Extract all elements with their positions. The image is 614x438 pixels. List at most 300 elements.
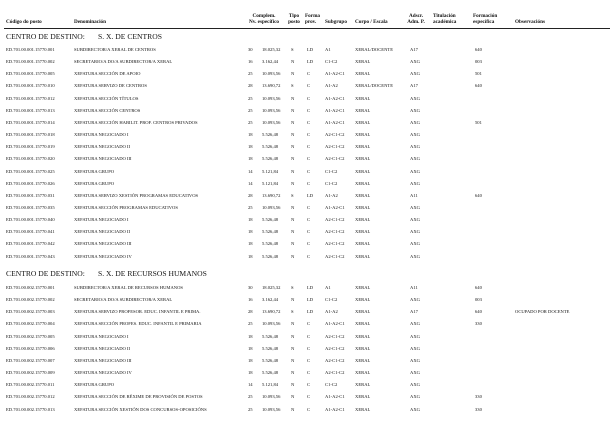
cell-comp: 5.526,48 — [262, 357, 279, 363]
cell-sub: A2-C1-C2 — [325, 241, 345, 247]
cell-corpo: XERAL — [355, 321, 371, 327]
cell-corpo: XERAL — [355, 333, 371, 339]
cell-sub: A2-C1-C2 — [325, 333, 345, 339]
cell-adm: AXG — [410, 297, 420, 303]
cell-code: ED.701.00.001.15770.013 — [6, 107, 55, 113]
cell-adm: AXG — [410, 406, 420, 412]
cell-forma: C — [307, 83, 311, 89]
cell-niv: 18 — [248, 217, 253, 223]
cell-sub: A2-C1-C2 — [325, 144, 345, 150]
cell-sub: A2-C1-C2 — [325, 253, 345, 259]
cell-den: XEFATURA NEGOCIADO II — [74, 144, 131, 150]
cell-niv: 16 — [248, 297, 253, 303]
cell-niv: 30 — [248, 47, 253, 52]
cell-den: XEFATURA SERVIZO PROFESOR. EDUC. INFANTIL E PRIMA. — [74, 309, 201, 315]
cell-corpo: XERAL — [355, 180, 371, 186]
cell-adm: AXG — [410, 217, 420, 223]
header-formacion: Formación — [473, 13, 498, 19]
cell-code: ED.701.00.002.15770.004 — [6, 321, 55, 327]
cell-tipo: N — [291, 382, 295, 388]
cell-niv: 14 — [248, 168, 253, 174]
cell-sub: A1-A2-C1 — [325, 394, 345, 400]
cell-adm: AXG — [410, 321, 420, 327]
cell-sub: C1-C2 — [325, 297, 338, 303]
cell-niv: 18 — [248, 132, 253, 138]
cell-comp: 10.093,56 — [262, 95, 281, 101]
cell-corpo: XERAL — [355, 132, 371, 138]
cell-comp: 13.690,72 — [262, 192, 281, 198]
cell-form: 330 — [475, 394, 482, 400]
table-row — [0, 118, 614, 127]
cell-forma: C — [307, 132, 311, 138]
cell-corpo: XERAL — [355, 345, 371, 351]
cell-tipo: N — [291, 168, 295, 174]
cell-sub: A2-C1-C2 — [325, 370, 345, 376]
cell-adm: A17 — [410, 309, 418, 315]
cell-comp: 10.093,56 — [262, 321, 281, 327]
cell-sub: A1-A2 — [325, 309, 338, 315]
cell-forma: C — [307, 253, 311, 259]
cell-den: XEFATURA GRUPO — [74, 180, 115, 186]
cell-forma: C — [307, 406, 311, 412]
cell-tipo: N — [291, 333, 295, 339]
cell-sub: A1-A2 — [325, 192, 338, 198]
cell-code: ED.701.00.002.15770.006 — [6, 345, 55, 351]
cell-den: XEFATURA SECCIÓN DE APOIO — [74, 71, 141, 77]
cell-code: ED.701.00.001.15770.035 — [6, 204, 55, 210]
cell-niv: 18 — [248, 253, 253, 259]
cell-den: XEFATURA SECCIÓN HABILIT. PROF. CENTROS PRIVADOS — [74, 119, 198, 125]
cell-form: 003 — [475, 59, 482, 65]
cell-code: ED.701.00.002.15770.013 — [6, 406, 55, 412]
cell-sub: A2-C1-C2 — [325, 156, 345, 162]
header-subgrupo: Subgrupo — [325, 19, 347, 25]
cell-code: ED.701.00.001.15770.025 — [6, 168, 55, 174]
cell-den: XEFATURA NEGOCIADO II — [74, 229, 131, 235]
cell-adm: AXG — [410, 71, 420, 77]
cell-forma: C — [307, 217, 311, 223]
cell-tipo: N — [291, 71, 295, 77]
cell-forma: C — [307, 107, 311, 113]
table-row — [0, 69, 614, 78]
cell-comp: 5.526,48 — [262, 345, 279, 351]
cell-forma: C — [307, 144, 311, 150]
cell-code: ED.701.00.001.15770.019 — [6, 144, 55, 150]
cell-corpo: XERAL — [355, 253, 371, 259]
cell-comp: 5.121,84 — [262, 382, 279, 388]
cell-tipo: S — [291, 309, 294, 315]
header-formacion-especifica: específica — [473, 19, 495, 25]
cell-niv: 25 — [248, 119, 253, 125]
cell-comp: 13.690,72 — [262, 309, 281, 315]
cell-adm: AXG — [410, 394, 420, 400]
cell-sub: A2-C1-C2 — [325, 357, 345, 363]
table-row — [0, 94, 614, 103]
cell-comp: 5.121,84 — [262, 180, 279, 186]
cell-sub: A2-C1-C2 — [325, 229, 345, 235]
cell-forma: C — [307, 156, 311, 162]
cell-form: 640 — [475, 309, 482, 315]
table-row — [0, 332, 614, 341]
cell-comp: 10.093,56 — [262, 204, 281, 210]
cell-adm: AXG — [410, 144, 420, 150]
table-row — [0, 215, 614, 224]
cell-adm: AXG — [410, 168, 420, 174]
cell-comp: 5.526,48 — [262, 253, 279, 259]
cell-sub: C1-C2 — [325, 180, 338, 186]
cell-code: ED.701.00.001.15770.043 — [6, 253, 55, 259]
cell-adm: AXG — [410, 156, 420, 162]
cell-comp: 5.526,48 — [262, 370, 279, 376]
cell-forma: C — [307, 321, 311, 327]
cell-niv: 18 — [248, 229, 253, 235]
cell-sub: A1-A2 — [325, 83, 338, 89]
cell-sub: C1-C2 — [325, 382, 338, 388]
cell-forma: C — [307, 71, 311, 77]
cell-tipo: N — [291, 321, 295, 327]
cell-form: 330 — [475, 406, 482, 412]
cell-adm: AXG — [410, 345, 420, 351]
cell-comp: 10.093,56 — [262, 71, 281, 77]
table-row — [0, 380, 614, 389]
cell-niv: 25 — [248, 71, 253, 77]
section-label: CENTRO DE DESTINO: — [6, 269, 85, 278]
cell-tipo: N — [291, 406, 295, 412]
cell-forma: C — [307, 357, 311, 363]
cell-corpo: XERAL — [355, 107, 371, 113]
cell-corpo: XERAL — [355, 241, 371, 247]
cell-adm: AXG — [410, 132, 420, 138]
cell-den: XEFATURA NEGOCIADO III — [74, 241, 132, 247]
cell-den: XEFATURA NEGOCIADO I — [74, 333, 129, 339]
cell-niv: 28 — [248, 309, 253, 315]
cell-corpo: XERAL — [355, 382, 371, 388]
cell-code: ED.701.00.001.15770.040 — [6, 217, 55, 223]
cell-tipo: S — [291, 285, 294, 290]
cell-forma: LD — [307, 285, 314, 290]
table-row — [0, 57, 614, 66]
cell-niv: 14 — [248, 180, 253, 186]
table-row — [0, 319, 614, 328]
cell-comp: 5.526,48 — [262, 229, 279, 235]
cell-code: ED.701.00.001.15770.041 — [6, 229, 55, 235]
cell-tipo: N — [291, 59, 295, 65]
cell-code: ED.701.00.001.15770.031 — [6, 192, 55, 198]
cell-niv: 18 — [248, 241, 253, 247]
cell-sub: A1 — [325, 285, 331, 290]
cell-corpo: XERAL — [355, 309, 371, 315]
section-name: S. X. DE CENTROS — [98, 32, 162, 41]
table-row — [0, 81, 614, 90]
cell-code: ED.701.00.002.15770.007 — [6, 357, 55, 363]
cell-adm: A11 — [410, 192, 418, 198]
cell-adm: AXG — [410, 382, 420, 388]
cell-corpo: XERAL/DOCENTE — [355, 47, 394, 52]
cell-tipo: N — [291, 217, 295, 223]
cell-forma: C — [307, 180, 311, 186]
table-row — [0, 344, 614, 353]
cell-den: XEFATURA NEGOCIADO III — [74, 156, 132, 162]
cell-den: XEFATURA SERVIZO DE CENTROS — [74, 83, 147, 89]
cell-adm: AXG — [410, 370, 420, 376]
table-row — [0, 130, 614, 139]
cell-code: ED.701.00.001.15770.002 — [6, 59, 55, 65]
cell-tipo: N — [291, 119, 295, 125]
cell-sub: A1-A2-C1 — [325, 71, 345, 77]
cell-sub: A2-C1-C2 — [325, 217, 345, 223]
header-forma: Forma — [305, 13, 320, 19]
cell-forma: C — [307, 229, 311, 235]
table-row — [0, 283, 614, 292]
cell-adm: AXG — [410, 253, 420, 259]
cell-comp: 5.121,84 — [262, 168, 279, 174]
cell-form: 501 — [475, 119, 482, 125]
section-label: CENTRO DE DESTINO: — [6, 32, 85, 41]
cell-code: ED.701.00.002.15770.005 — [6, 333, 55, 339]
table-row — [0, 154, 614, 163]
header-codigo: Código do posto — [6, 19, 42, 25]
cell-den: XEFATURA NEGOCIADO IV — [74, 370, 132, 376]
cell-comp: 10.093,56 — [262, 107, 281, 113]
cell-corpo: XERAL — [355, 394, 371, 400]
cell-code: ED.701.00.002.15770.009 — [6, 370, 55, 376]
cell-tipo: N — [291, 241, 295, 247]
cell-corpo: XERAL — [355, 297, 371, 303]
cell-comp: 10.093,56 — [262, 119, 281, 125]
cell-corpo: XERAL — [355, 204, 371, 210]
header-titulacion: Titulación — [433, 13, 456, 19]
cell-code: ED.701.00.002.15770.002 — [6, 297, 55, 303]
cell-corpo: XERAL — [355, 357, 371, 363]
cell-sub: A1-A2-C1 — [325, 204, 345, 210]
cell-code: ED.701.00.001.15770.018 — [6, 132, 55, 138]
cell-niv: 18 — [248, 156, 253, 162]
cell-tipo: N — [291, 394, 295, 400]
table-row — [0, 45, 614, 54]
header-adscr: Adscr. — [408, 13, 424, 19]
cell-niv: 18 — [248, 357, 253, 363]
cell-forma: LD — [307, 47, 314, 52]
cell-den: XEFATURA SERVIZO XESTIÓN PROGRAMAS EDUCATIVOS — [74, 192, 199, 198]
cell-tipo: S — [291, 83, 294, 89]
cell-adm: AXG — [410, 95, 420, 101]
header-observacions: Observacións — [515, 19, 545, 25]
cell-adm: A17 — [410, 83, 418, 89]
cell-forma: C — [307, 204, 311, 210]
table-row — [0, 392, 614, 401]
cell-form: 003 — [475, 297, 482, 303]
cell-tipo: N — [291, 253, 295, 259]
table-row — [0, 227, 614, 236]
cell-tipo: N — [291, 95, 295, 101]
cell-adm: AXG — [410, 229, 420, 235]
cell-code: ED.701.00.002.15770.001 — [6, 285, 55, 290]
cell-niv: 30 — [248, 285, 253, 290]
cell-den: XEFATURA SECCIÓN XESTIÓN DOS CONCURSOS-OPOSICIÓNS — [74, 406, 207, 412]
cell-adm: A11 — [410, 285, 418, 290]
cell-form: 640 — [475, 83, 482, 89]
cell-corpo: XERAL — [355, 192, 371, 198]
cell-den: XEFATURA NEGOCIADO IV — [74, 253, 132, 259]
table-row — [0, 142, 614, 151]
cell-forma: LD — [307, 309, 314, 315]
cell-form: 640 — [475, 285, 482, 290]
cell-code: ED.701.00.001.15770.001 — [6, 47, 55, 52]
cell-den: XEFATURA NEGOCIADO III — [74, 357, 132, 363]
cell-forma: C — [307, 119, 311, 125]
cell-den: SECRETARIO/A DO/A SUBDIRECTOR/A XERAL — [74, 59, 173, 65]
cell-corpo: XERAL — [355, 95, 371, 101]
header-nivel: Nv. específico — [249, 19, 279, 25]
cell-comp: 5.526,48 — [262, 132, 279, 138]
cell-den: XEFATURA SECCIÓN PROGRAMAS EDUCATIVOS — [74, 204, 178, 210]
cell-den: SUBDIRECTOR/A XERAL DE CENTROS — [74, 47, 156, 52]
cell-adm: AXG — [410, 59, 420, 65]
table-row — [0, 307, 614, 316]
cell-sub: C1-C2 — [325, 59, 338, 65]
cell-comp: 10.093,56 — [262, 406, 281, 412]
cell-corpo: XERAL — [355, 406, 371, 412]
cell-code: ED.701.00.001.15770.005 — [6, 71, 55, 77]
cell-forma: C — [307, 95, 311, 101]
cell-adm: AXG — [410, 204, 420, 210]
cell-den: XEFATURA GRUPO — [74, 168, 115, 174]
cell-sub: A2-C1-C2 — [325, 132, 345, 138]
cell-tipo: S — [291, 192, 294, 198]
cell-den: SUBDIRECTOR/A XERAL DE RECURSOS HUMANOS — [74, 285, 183, 290]
cell-forma: C — [307, 382, 311, 388]
cell-den: SECRETARIO/A DO/A SUBDIRECTOR/A XERAL — [74, 297, 173, 303]
cell-den: XEFATURA NEGOCIADO I — [74, 217, 129, 223]
cell-forma: LD — [307, 192, 314, 198]
cell-tipo: N — [291, 370, 295, 376]
section-name: S. X. DE RECURSOS HUMANOS — [98, 269, 207, 278]
cell-niv: 16 — [248, 59, 253, 65]
cell-forma: C — [307, 345, 311, 351]
cell-forma: C — [307, 241, 311, 247]
header-corpo: Corpo / Escala — [355, 19, 388, 25]
cell-tipo: N — [291, 144, 295, 150]
cell-tipo: S — [291, 47, 294, 52]
cell-code: ED.701.00.001.15770.014 — [6, 119, 55, 125]
header-adm: Adm. P. — [407, 19, 425, 25]
cell-form: 501 — [475, 71, 482, 77]
cell-comp: 5.526,48 — [262, 241, 279, 247]
cell-comp: 3.162,44 — [262, 59, 279, 65]
cell-adm: AXG — [410, 119, 420, 125]
header-tipo-posto: posto — [288, 19, 300, 25]
cell-comp: 10.093,56 — [262, 394, 281, 400]
cell-tipo: N — [291, 204, 295, 210]
cell-niv: 25 — [248, 107, 253, 113]
cell-sub: A2-C1-C2 — [325, 345, 345, 351]
cell-niv: 25 — [248, 394, 253, 400]
cell-niv: 28 — [248, 83, 253, 89]
cell-niv: 25 — [248, 321, 253, 327]
cell-forma: C — [307, 370, 311, 376]
cell-tipo: N — [291, 297, 295, 303]
cell-forma: C — [307, 333, 311, 339]
table-row — [0, 239, 614, 248]
cell-den: XEFATURA SECCIÓN DE RÉXIME DE PROVISIÓN DE POSTOS — [74, 394, 203, 400]
cell-niv: 18 — [248, 333, 253, 339]
cell-niv: 25 — [248, 95, 253, 101]
cell-tipo: N — [291, 180, 295, 186]
cell-niv: 18 — [248, 370, 253, 376]
cell-adm: A17 — [410, 47, 418, 52]
cell-niv: 28 — [248, 192, 253, 198]
cell-comp: 5.526,48 — [262, 217, 279, 223]
cell-comp: 5.526,48 — [262, 333, 279, 339]
cell-forma: LD — [307, 297, 314, 303]
cell-adm: AXG — [410, 107, 420, 113]
cell-corpo: XERAL — [355, 59, 371, 65]
cell-code: ED.701.00.001.15770.026 — [6, 180, 55, 186]
header-divider — [4, 28, 610, 29]
cell-tipo: N — [291, 229, 295, 235]
cell-comp: 3.162,44 — [262, 297, 279, 303]
cell-tipo: N — [291, 357, 295, 363]
cell-comp: 18.025,32 — [262, 47, 281, 52]
cell-corpo: XERAL — [355, 285, 371, 290]
cell-forma: LD — [307, 59, 314, 65]
cell-comp: 5.526,48 — [262, 144, 279, 150]
header-tipo: Tipo — [288, 13, 300, 19]
cell-niv: 25 — [248, 406, 253, 412]
cell-corpo: XERAL — [355, 119, 371, 125]
table-row — [0, 368, 614, 377]
table-row — [0, 356, 614, 365]
cell-niv: 18 — [248, 345, 253, 351]
cell-den: XEFATURA GRUPO — [74, 382, 115, 388]
cell-code: ED.701.00.001.15770.042 — [6, 241, 55, 247]
table-row — [0, 167, 614, 176]
cell-corpo: XERAL — [355, 370, 371, 376]
cell-comp: 5.526,48 — [262, 156, 279, 162]
cell-corpo: XERAL — [355, 229, 371, 235]
cell-den: XEFATURA SECCIÓN CENTROS — [74, 107, 141, 113]
cell-sub: A1-A2-C1 — [325, 95, 345, 101]
cell-corpo: XERAL/DOCENTE — [355, 83, 394, 89]
cell-form: 640 — [475, 192, 482, 198]
cell-corpo: XERAL — [355, 217, 371, 223]
cell-adm: AXG — [410, 357, 420, 363]
cell-sub: A1-A2-C1 — [325, 321, 345, 327]
table-row — [0, 252, 614, 261]
table-row — [0, 203, 614, 212]
cell-niv: 25 — [248, 204, 253, 210]
cell-tipo: N — [291, 107, 295, 113]
cell-code: ED.701.00.002.15770.011 — [6, 382, 55, 388]
cell-corpo: XERAL — [355, 144, 371, 150]
cell-code: ED.701.00.001.15770.010 — [6, 83, 55, 89]
cell-adm: AXG — [410, 241, 420, 247]
cell-code: ED.701.00.001.15770.012 — [6, 95, 55, 101]
cell-corpo: XERAL — [355, 71, 371, 77]
cell-den: XEFATURA SECCIÓN TÍTULOS — [74, 95, 139, 101]
cell-adm: AXG — [410, 180, 420, 186]
cell-comp: 18.025,32 — [262, 285, 281, 290]
cell-sub: A1-A2-C1 — [325, 119, 345, 125]
cell-corpo: XERAL — [355, 168, 371, 174]
cell-sub: A1-A2-C1 — [325, 406, 345, 412]
cell-form: 640 — [475, 47, 482, 52]
cell-niv: 14 — [248, 382, 253, 388]
cell-den: XEFATURA NEGOCIADO II — [74, 345, 131, 351]
cell-tipo: N — [291, 132, 295, 138]
cell-adm: AXG — [410, 333, 420, 339]
table-row — [0, 106, 614, 115]
